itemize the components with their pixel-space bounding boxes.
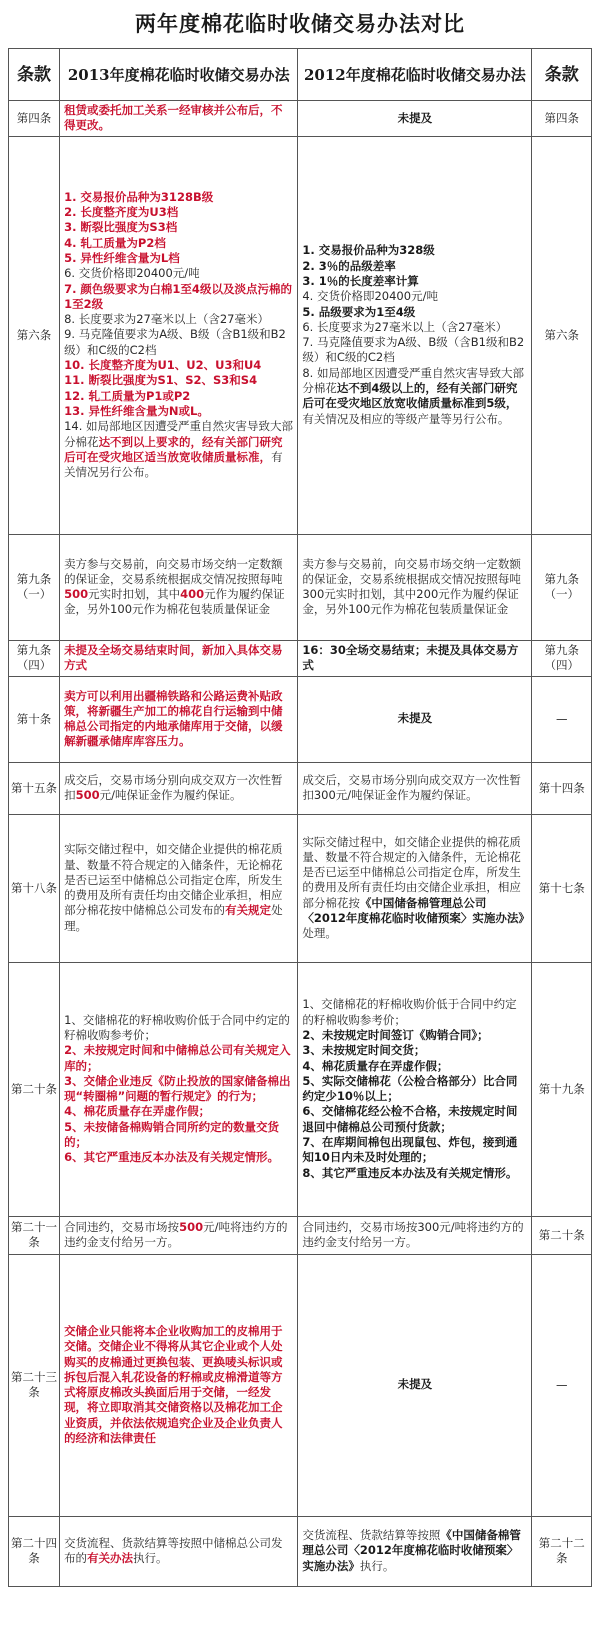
table-header-row bbox=[9, 49, 592, 101]
text-segment: 有关规定 bbox=[225, 903, 272, 918]
text-line bbox=[302, 320, 527, 335]
text-segment: 有关办法 bbox=[87, 1551, 134, 1566]
clause-2013: 第九条（四） bbox=[9, 640, 60, 676]
text-line bbox=[302, 111, 527, 126]
text-segment: 11. 断裂比强度为S1、S2、S3和S4 bbox=[64, 373, 258, 388]
cell-2012-text bbox=[298, 1516, 532, 1586]
clause-2013: 第六条 bbox=[9, 136, 60, 534]
text-segment: 3、交储企业违反《防止投放的国家储备棉出现“转圈棉”问题的暂行规定》的行为； bbox=[64, 1073, 291, 1104]
text-line bbox=[64, 1104, 293, 1119]
text-line bbox=[64, 1043, 293, 1074]
cell-2012-text bbox=[298, 762, 532, 814]
text-segment: 7. 颜色级要求为白棉1至4级以及淡点污棉的1至2级 bbox=[64, 281, 292, 311]
clause-2012: 第九条（四） bbox=[532, 640, 592, 676]
text-segment: 交货流程、货款结算等按照中储棉总公司发布的 bbox=[64, 1535, 283, 1566]
text-line bbox=[302, 1135, 527, 1166]
cell-2013-text bbox=[60, 1254, 298, 1516]
clause-2013: 第十五条 bbox=[9, 762, 60, 814]
text-segment: 2. 3％的品级差率 bbox=[302, 258, 396, 273]
text-segment: 成交后，交易市场分别向成交双方一次性暂扣300元/吨保证金作为履约保证。 bbox=[302, 772, 521, 803]
text-segment: 执行。 bbox=[359, 1558, 395, 1573]
clause-2012: 第二十二条 bbox=[532, 1516, 592, 1586]
text-segment: 6. 交货价格即20400元/吨 bbox=[64, 266, 200, 281]
clause-2012: 第九条（一） bbox=[532, 534, 592, 640]
table-row bbox=[9, 136, 592, 534]
text-segment: 1. 交易报价品种为3128B级 bbox=[64, 189, 214, 204]
text-segment: 8、其它严重违反本办法及有关规定情形。 bbox=[302, 1165, 518, 1180]
cell-2013-text bbox=[60, 1216, 298, 1254]
cell-2012-text bbox=[298, 814, 532, 962]
text-line bbox=[64, 1324, 293, 1446]
table-row bbox=[9, 534, 592, 640]
text-segment: 元实时扣划，其中 bbox=[88, 587, 181, 602]
text-segment: 合同违约，交易市场按300元/吨将违约方的违约金支付给另一方。 bbox=[302, 1219, 524, 1250]
text-line bbox=[64, 220, 293, 235]
cell-2013-text bbox=[60, 534, 298, 640]
page-title: 两年度棉花临时收储交易办法对比 bbox=[135, 12, 465, 36]
text-line bbox=[302, 305, 527, 320]
cell-2012-text bbox=[298, 534, 532, 640]
text-line bbox=[64, 205, 293, 220]
text-line bbox=[64, 404, 293, 419]
text-segment: 成交后，交易市场分别向成交双方一次性暂扣 bbox=[64, 772, 283, 803]
text-segment: 8. 长度要求为27毫米以上（含27毫米） bbox=[64, 312, 269, 327]
clause-2013: 第二十三条 bbox=[9, 1254, 60, 1516]
text-line bbox=[64, 312, 293, 327]
text-line bbox=[64, 643, 293, 674]
text-segment: 8. 如局部地区因遭受严重自然灾害导致大部分棉花 bbox=[302, 365, 524, 395]
text-segment: 交储企业只能将本企业收购加工的皮棉用于交储。交储企业不得将从其它企业或个人处购买的皮棉通过更换包装、更换唛头标识或拆包后混入轧花设备的籽棉或皮棉滑道等方式将原皮棉改头换面后用于交储，一经发现，将立即取消其交储资格以及棉花加工企业资质，并依法依规追究企业及企业负责人的经济和法律责任 bbox=[64, 1323, 283, 1445]
text-segment: 实际交储过程中，如交储企业提供的棉花质量、数量不符合规定的入储条件，无论棉花是否已运至中储棉总公司指定仓库，所发生的费用及所有责任均由交储企业承担，相应部分棉花按 bbox=[302, 834, 521, 910]
text-segment: 500 bbox=[64, 587, 89, 602]
text-segment: 13. 异性纤维含量为N或L。 bbox=[64, 403, 209, 418]
text-segment: 6、交储棉花经公检不合格，未按规定时间退回中储棉总公司预付货款； bbox=[302, 1104, 518, 1134]
clause-2013: 第十条 bbox=[9, 676, 60, 762]
text-line bbox=[64, 1536, 293, 1567]
cell-2013-text bbox=[60, 814, 298, 962]
clause-2013: 第二十一条 bbox=[9, 1216, 60, 1254]
table-row bbox=[9, 762, 592, 814]
text-segment: 未提及 bbox=[397, 110, 433, 125]
text-line bbox=[64, 689, 293, 750]
clause-2013: 第二十四条 bbox=[9, 1516, 60, 1586]
text-segment: 4. 轧工质量为P2档 bbox=[64, 235, 166, 250]
text-segment: 12. 轧工质量为P1或P2 bbox=[64, 388, 191, 403]
text-segment: 卖方可以利用出疆棉铁路和公路运费补贴政策，将新疆生产加工的棉花自行运输到中储棉总公司指定的内地承储库用于交储，以缓解新疆承储库库容压力。 bbox=[64, 688, 283, 749]
table-row bbox=[9, 1516, 592, 1586]
text-line bbox=[302, 335, 527, 366]
text-segment: 有关情况及相应的等级产量等另行公布。 bbox=[302, 411, 510, 426]
text-line bbox=[64, 103, 293, 134]
cell-2012-text bbox=[298, 962, 532, 1216]
text-line bbox=[64, 358, 293, 373]
text-segment: 5. 品级要求为1至4级 bbox=[302, 304, 416, 319]
text-line bbox=[64, 373, 293, 388]
text-line bbox=[64, 1074, 293, 1105]
text-segment: 未提及 bbox=[397, 1377, 433, 1392]
header-clause-left: 条款 bbox=[9, 49, 60, 101]
table-row bbox=[9, 640, 592, 676]
table-row bbox=[9, 814, 592, 962]
text-segment: 3. 断裂比强度为S3档 bbox=[64, 220, 178, 235]
text-line bbox=[302, 243, 527, 258]
text-line bbox=[64, 266, 293, 281]
cell-2012-text bbox=[298, 136, 532, 534]
text-segment: 7. 马克隆值要求为A级、B级（含B1级和B2级）和C级的C2档 bbox=[302, 335, 525, 365]
cell-2013-text bbox=[60, 1516, 298, 1586]
cell-2013-text bbox=[60, 101, 298, 137]
text-segment: 500 bbox=[179, 1219, 204, 1234]
text-line bbox=[64, 842, 293, 934]
text-segment: 4. 交货价格即20400元/吨 bbox=[302, 289, 438, 304]
header-2013: 2013年度棉花临时收储交易办法 bbox=[60, 49, 298, 101]
text-line bbox=[302, 1104, 527, 1135]
text-line bbox=[64, 190, 293, 205]
cell-2012-text bbox=[298, 1216, 532, 1254]
text-segment: 达不到4级以上的，经有关部门研究后可在受灾地区放宽收储质量标准到5级， bbox=[302, 380, 518, 411]
text-line bbox=[64, 419, 293, 480]
cell-2012-text bbox=[298, 1254, 532, 1516]
text-line bbox=[64, 389, 293, 404]
cell-2013-text bbox=[60, 762, 298, 814]
text-line bbox=[302, 1043, 527, 1058]
clause-2013: 第九条（一） bbox=[9, 534, 60, 640]
text-line bbox=[302, 274, 527, 289]
text-segment: 500 bbox=[75, 788, 100, 803]
text-line bbox=[64, 251, 293, 266]
text-line bbox=[64, 282, 293, 313]
clause-2012: — bbox=[532, 676, 592, 762]
text-segment: 2、未按规定时间签订《购销合同》； bbox=[302, 1027, 489, 1042]
clause-2013: 第二十条 bbox=[9, 962, 60, 1216]
text-segment: 6、其它严重违反本办法及有关规定情形。 bbox=[64, 1150, 280, 1165]
text-line bbox=[302, 1166, 527, 1181]
header-clause-right: 条款 bbox=[532, 49, 592, 101]
text-segment: 未提及 bbox=[397, 711, 433, 726]
text-segment: 合同违约，交易市场按 bbox=[64, 1219, 180, 1234]
clause-2012: 第四条 bbox=[532, 101, 592, 137]
text-segment: 2. 长度整齐度为U3档 bbox=[64, 205, 179, 220]
text-segment: 16：30全场交易结束；未提及具体交易方式 bbox=[302, 642, 519, 673]
text-segment: 处理。 bbox=[64, 903, 283, 933]
text-segment: 元/吨保证金作为履约保证。 bbox=[99, 788, 242, 803]
text-segment: 400 bbox=[180, 587, 205, 602]
text-line bbox=[302, 773, 527, 804]
clause-2012: 第十七条 bbox=[532, 814, 592, 962]
text-segment: 元作为履约保证金，另外100元作为棉花包装质量保证金 bbox=[64, 587, 285, 617]
text-line bbox=[64, 1220, 293, 1251]
text-segment: 14. 如局部地区因遭受严重自然灾害导致大部分棉花 bbox=[64, 419, 294, 449]
text-segment: 7、在库期间棉包出现鼠包、炸包，接到通知10日内未及时处理的； bbox=[302, 1134, 518, 1165]
text-segment: 《中国储备棉管理总公司〈2012年度棉花临时收储预案〉实施办法》 bbox=[302, 895, 530, 926]
text-line bbox=[64, 1120, 293, 1151]
cell-2012-text bbox=[298, 676, 532, 762]
table-row bbox=[9, 101, 592, 137]
text-segment: 执行。 bbox=[133, 1551, 168, 1566]
text-line bbox=[302, 711, 527, 726]
clause-2012: 第十九条 bbox=[532, 962, 592, 1216]
text-line bbox=[64, 1013, 293, 1044]
text-line bbox=[302, 1528, 527, 1574]
text-line bbox=[302, 1074, 527, 1105]
text-segment: 5、未按储备棉购销合同所约定的数量交货的； bbox=[64, 1119, 280, 1149]
text-segment: 卖方参与交易前，向交易市场交纳一定数额的保证金，交易系统根据成交情况按照每吨 bbox=[64, 556, 283, 586]
clause-2012: 第二十条 bbox=[532, 1216, 592, 1254]
text-segment: 实际交储过程中，如交储企业提供的棉花质量、数量不符合规定的入储条件，无论棉花是否已运至中储棉总公司指定仓库，所发生的费用及所有责任均由交储企业承担，相应部分棉花按中储棉总公司发布的 bbox=[64, 842, 283, 918]
text-segment: 3、未按规定时间交货； bbox=[302, 1043, 426, 1058]
cell-2012-text bbox=[298, 640, 532, 676]
table-row bbox=[9, 1216, 592, 1254]
clause-2012: — bbox=[532, 1254, 592, 1516]
clause-2013: 第十八条 bbox=[9, 814, 60, 962]
text-segment: 5. 异性纤维含量为L档 bbox=[64, 250, 180, 265]
text-line bbox=[302, 1059, 527, 1074]
table-row bbox=[9, 676, 592, 762]
text-segment: 1、交储棉花的籽棉收购价低于合同中约定的籽棉收购参考价； bbox=[302, 997, 517, 1027]
text-line bbox=[64, 327, 293, 358]
clause-2013: 第四条 bbox=[9, 101, 60, 137]
text-segment: 9. 马克隆值要求为A级、B级（含B1级和B2级）和C级的C2档 bbox=[64, 327, 286, 357]
text-line bbox=[302, 259, 527, 274]
text-segment: 1、交储棉花的籽棉收购价低于合同中约定的籽棉收购参考价； bbox=[64, 1012, 290, 1042]
text-segment: 4、棉花质量存在弄虚作假； bbox=[302, 1058, 449, 1073]
text-line bbox=[302, 643, 527, 674]
header-2012: 2012年度棉花临时收储交易办法 bbox=[298, 49, 532, 101]
text-segment: 卖方参与交易前，向交易市场交纳一定数额的保证金，交易系统根据成交情况按照每吨300元实时扣划，其中200元作为履约保证金，另外100元作为棉花包装质量保证金 bbox=[302, 556, 521, 617]
clause-2012: 第六条 bbox=[532, 136, 592, 534]
text-segment: 有关情况另行公布。 bbox=[64, 449, 283, 480]
text-line bbox=[302, 997, 527, 1028]
cell-2013-text bbox=[60, 136, 298, 534]
text-line bbox=[302, 1028, 527, 1043]
cell-2013-text bbox=[60, 676, 298, 762]
cell-2013-text bbox=[60, 640, 298, 676]
text-segment: 6. 长度要求为27毫米以上（含27毫米） bbox=[302, 319, 508, 334]
text-segment: 《中国储备棉管理总公司〈2012年度棉花临时收储预案〉实施办法》 bbox=[302, 1528, 521, 1573]
text-line bbox=[302, 1377, 527, 1392]
text-segment: 交货流程、货款结算等按照 bbox=[302, 1528, 441, 1543]
cell-2013-text bbox=[60, 962, 298, 1216]
text-segment: 达不到以上要求的，经有关部门研究后可在受灾地区适当放宽收储质量标准， bbox=[64, 434, 283, 464]
comparison-table bbox=[8, 48, 592, 1587]
text-line bbox=[64, 1150, 293, 1165]
text-line bbox=[64, 236, 293, 251]
text-segment: 1. 交易报价品种为328级 bbox=[302, 243, 435, 258]
text-segment: 未提及全场交易结束时间，新加入具体交易方式 bbox=[64, 642, 283, 673]
table-body bbox=[9, 101, 592, 1587]
text-line bbox=[302, 834, 530, 942]
text-line bbox=[302, 557, 527, 618]
text-segment: 10. 长度整齐度为U1、U2、U3和U4 bbox=[64, 358, 262, 373]
text-line bbox=[64, 773, 293, 804]
text-line bbox=[302, 1220, 527, 1251]
table-row bbox=[9, 1254, 592, 1516]
text-segment: 5、实际交储棉花（公检合格部分）比合同约定少10％以上； bbox=[302, 1073, 518, 1104]
text-segment: 租赁或委托加工关系一经审核并公布后，不得更改。 bbox=[64, 103, 283, 133]
text-segment: 元/吨将违约方的违约金支付给另一方。 bbox=[64, 1219, 288, 1250]
text-segment: 3. 1％的长度差率计算 bbox=[302, 273, 419, 288]
table-row bbox=[9, 962, 592, 1216]
text-line bbox=[302, 366, 527, 427]
text-segment: 2、未按规定时间和中储棉总公司有关规定入库的； bbox=[64, 1043, 291, 1073]
text-segment: 处理。 bbox=[302, 926, 337, 941]
text-line bbox=[64, 557, 293, 618]
text-segment: 4、棉花质量存在弄虚作假； bbox=[64, 1104, 211, 1119]
clause-2012: 第十四条 bbox=[532, 762, 592, 814]
cell-2012-text bbox=[298, 101, 532, 137]
text-line bbox=[302, 289, 527, 304]
